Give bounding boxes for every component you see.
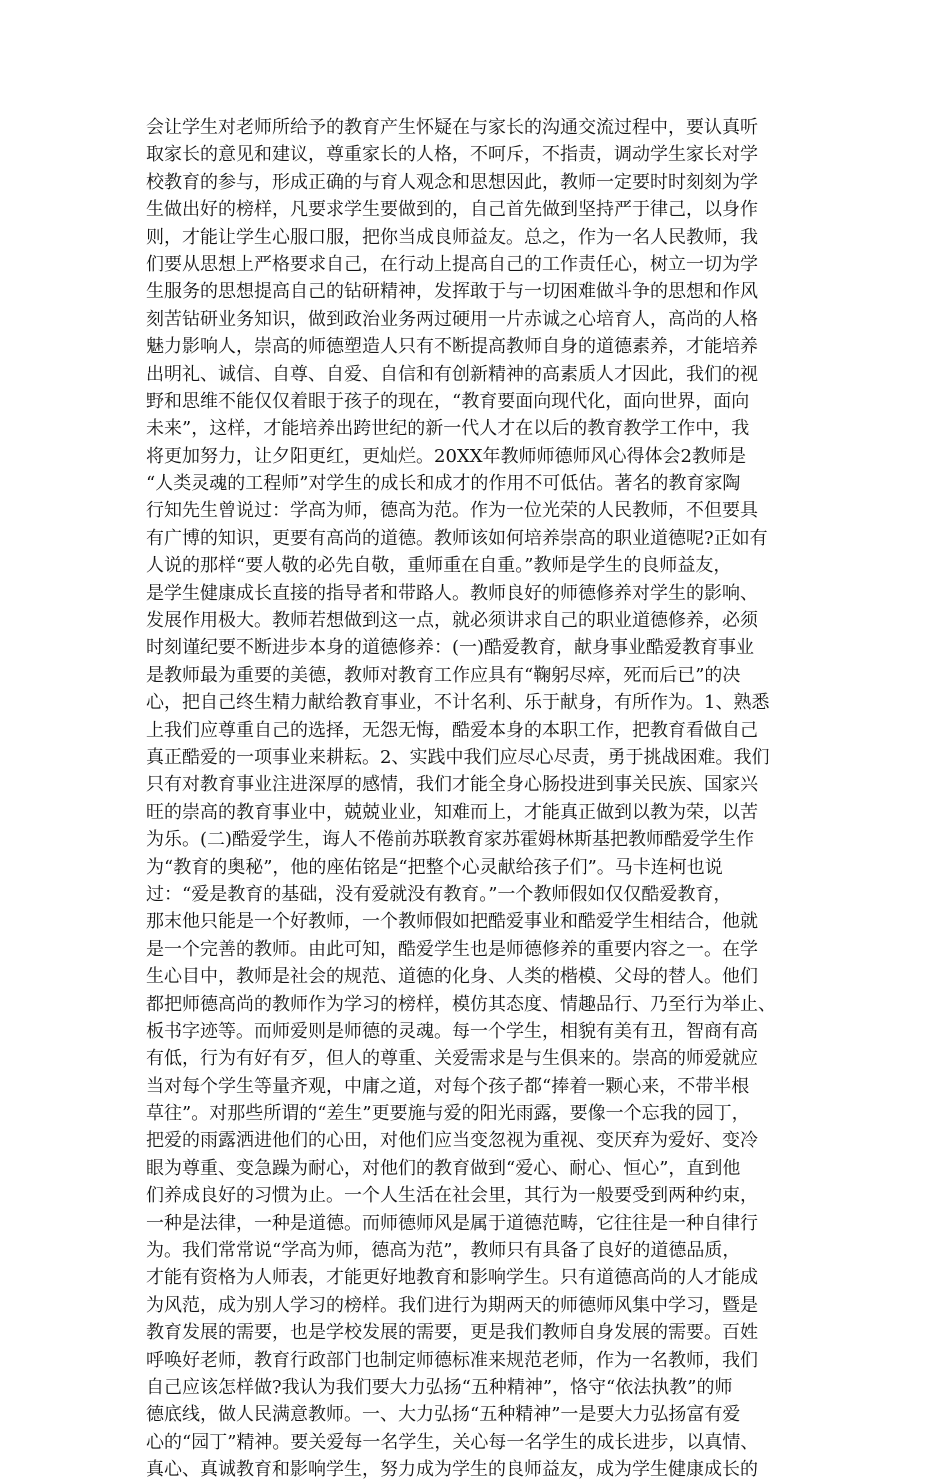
text-line: 取家长的意见和建议，尊重家长的人格，不呵斥，不指责，调动学生家长对学 xyxy=(146,144,758,166)
text-line: 生服务的思想提高自己的钻研精神，发挥敢于与一切困难做斗争的思想和作风 xyxy=(146,281,758,303)
text-line: 一种是法律，一种是道德。而师德师风是属于道德范畴，它往往是一种自律行 xyxy=(146,1212,758,1234)
text-line: 魅力影响人，崇高的师德塑造人只有不断提高教师自身的道德素养，才能培养 xyxy=(146,336,758,358)
text-line: 人说的那样“要人敬的必先自敬，重师重在自重。”教师是学生的良师益友， xyxy=(146,555,732,577)
text-line: 心的“园丁”精神。要关爱每一名学生，关心每一名学生的成长进步，以真情、 xyxy=(146,1431,759,1453)
text-line: 都把师德高尚的教师作为学习的榜样，模仿其态度、情趣品行、乃至行为举止、 xyxy=(146,993,776,1015)
text-line: 为乐。(二)酷爱学生，诲人不倦前苏联教育家苏霍姆林斯基把教师酷爱学生作 xyxy=(146,829,755,851)
text-line: 野和思维不能仅仅着眼于孩子的现在，“教育要面向现代化，面向世界，面向 xyxy=(146,390,750,412)
text-line: 过：“爱是教育的基础，没有爱就没有教育。”一个教师假如仅仅酷爱教育， xyxy=(146,883,732,905)
text-line: 发展作用极大。教师若想做到这一点，就必须讲求自己的职业道德修养，必须 xyxy=(146,610,758,632)
text-line: 呼唤好老师，教育行政部门也制定师德标准来规范老师，作为一名教师，我们 xyxy=(146,1349,758,1371)
text-line: 旺的崇高的教育事业中，兢兢业业，知难而上，才能真正做到以教为荣，以苦 xyxy=(146,801,758,823)
text-line: 出明礼、诚信、自尊、自爱、自信和有创新精神的高素质人才因此，我们的视 xyxy=(146,363,758,385)
text-line: 会让学生对老师所给予的教育产生怀疑在与家长的沟通交流过程中，要认真听 xyxy=(146,117,758,138)
text-line: 德底线，做人民满意教师。一、大力弘扬“五种精神”一是要大力弘扬富有爱 xyxy=(146,1404,741,1426)
text-line: 只有对教育事业注进深厚的感情，我们才能全身心肠投进到事关民族、国家兴 xyxy=(146,774,758,796)
text-line: 真心、真诚教育和影响学生，努力成为学生的良师益友，成为学生健康成长的 xyxy=(146,1459,758,1481)
text-line: 未来”，这样，才能培养出跨世纪的新一代人才在以后的教育教学工作中，我 xyxy=(146,418,750,440)
text-line: 是教师最为重要的美德，教师对教育工作应具有“鞠躬尽瘁，死而后已”的决 xyxy=(146,664,741,686)
text-line: 为。我们常常说“学高为师，德高为范”，教师只有具备了良好的道德品质， xyxy=(146,1240,741,1262)
text-line: 为“教育的奥秘”，他的座佑铭是“把整个心灵献给孩子们”。马卡连柯也说 xyxy=(146,856,723,878)
text-line: 校教育的参与，形成正确的与育人观念和思想因此，教师一定要时时刻刻为学 xyxy=(146,171,758,193)
text-line: 草往”。对那些所谓的“差生”更要施与爱的阳光雨露，要像一个忘我的园丁， xyxy=(146,1103,750,1125)
text-line: 心，把自己终生精力献给教育事业，不计名利、乐于献身，有所作为。1、熟悉 xyxy=(146,692,770,714)
text-line: 当对每个学生等量齐观，中庸之道，对每个孩子都“捧着一颗心来，不带半根 xyxy=(146,1075,750,1097)
text-line: 真正酷爱的一项事业来耕耘。2、实践中我们应尽心尽责，勇于挑战困难。我们 xyxy=(146,746,770,768)
text-line: 眼为尊重、变急躁为耐心，对他们的教育做到“爱心、耐心、恒心”，直到他 xyxy=(146,1157,741,1179)
text-line: “人类灵魂的工程师”对学生的成长和成才的作用不可低估。著名的教育家陶 xyxy=(146,473,741,495)
body-text xyxy=(146,114,810,1484)
text-line: 将更加努力，让夕阳更红，更灿烂。20XX年教师师德师风心得体会2教师是 xyxy=(146,445,746,467)
text-line: 才能有资格为人师表，才能更好地教育和影响学生。只有道德高尚的人才能成 xyxy=(146,1267,758,1289)
text-line: 为风范，成为别人学习的榜样。我们进行为期两天的师德师风集中学习，暨是 xyxy=(146,1294,758,1316)
text-line: 们养成良好的习惯为止。一个人生活在社会里，其行为一般要受到两种约束， xyxy=(146,1185,758,1207)
text-line: 有低，行为有好有歹，但人的尊重、关爱需求是与生俱来的。崇高的师爱就应 xyxy=(146,1048,758,1070)
text-line: 教育发展的需要，也是学校发展的需要，更是我们教师自身发展的需要。百姓 xyxy=(146,1322,758,1344)
text-line: 生做出好的榜样，凡要求学生要做到的，自己首先做到坚持严于律己，以身作 xyxy=(146,199,758,221)
text-line: 有广博的知识，更要有高尚的道德。教师该如何培养崇高的职业道德呢?正如有 xyxy=(146,527,768,549)
text-line: 则，才能让学生心服口服，把你当成良师益友。总之，作为一名人民教师，我 xyxy=(146,226,758,248)
text-line: 们要从思想上严格要求自己，在行动上提高自己的工作责任心，树立一切为学 xyxy=(146,253,758,275)
text-line: 把爱的雨露洒进他们的心田，对他们应当变忽视为重视、变厌弃为爱好、变冷 xyxy=(146,1130,758,1152)
text-line: 是一个完善的教师。由此可知，酷爱学生也是师德修养的重要内容之一。在学 xyxy=(146,938,758,960)
text-line: 上我们应尊重自己的选择，无怨无悔，酷爱本身的本职工作，把教育看做自己 xyxy=(146,719,758,741)
text-line: 板书字迹等。而师爱则是师德的灵魂。每一个学生，相貌有美有丑，智商有高 xyxy=(146,1020,758,1042)
text-line: 那末他只能是一个好教师，一个教师假如把酷爱事业和酷爱学生相结合，他就 xyxy=(146,911,758,933)
text-line: 刻苦钻研业务知识，做到政治业务两过硬用一片赤诚之心培育人，高尚的人格 xyxy=(146,308,758,330)
text-line: 行知先生曾说过：学高为师，德高为范。作为一位光荣的人民教师，不但要具 xyxy=(146,500,758,522)
text-line: 自己应该怎样做?我认为我们要大力弘扬“五种精神”，恪守“依法执教”的师 xyxy=(146,1376,733,1398)
text-line: 生心目中，教师是社会的规范、道德的化身、人类的楷模、父母的替人。他们 xyxy=(146,966,758,988)
text-line: 是学生健康成长直接的指导者和带路人。教师良好的师德修养对学生的影响、 xyxy=(146,582,758,604)
text-line: 时刻谨纪要不断进步本身的道德修养：(一)酷爱教育，献身事业酷爱教育事业 xyxy=(146,637,755,659)
